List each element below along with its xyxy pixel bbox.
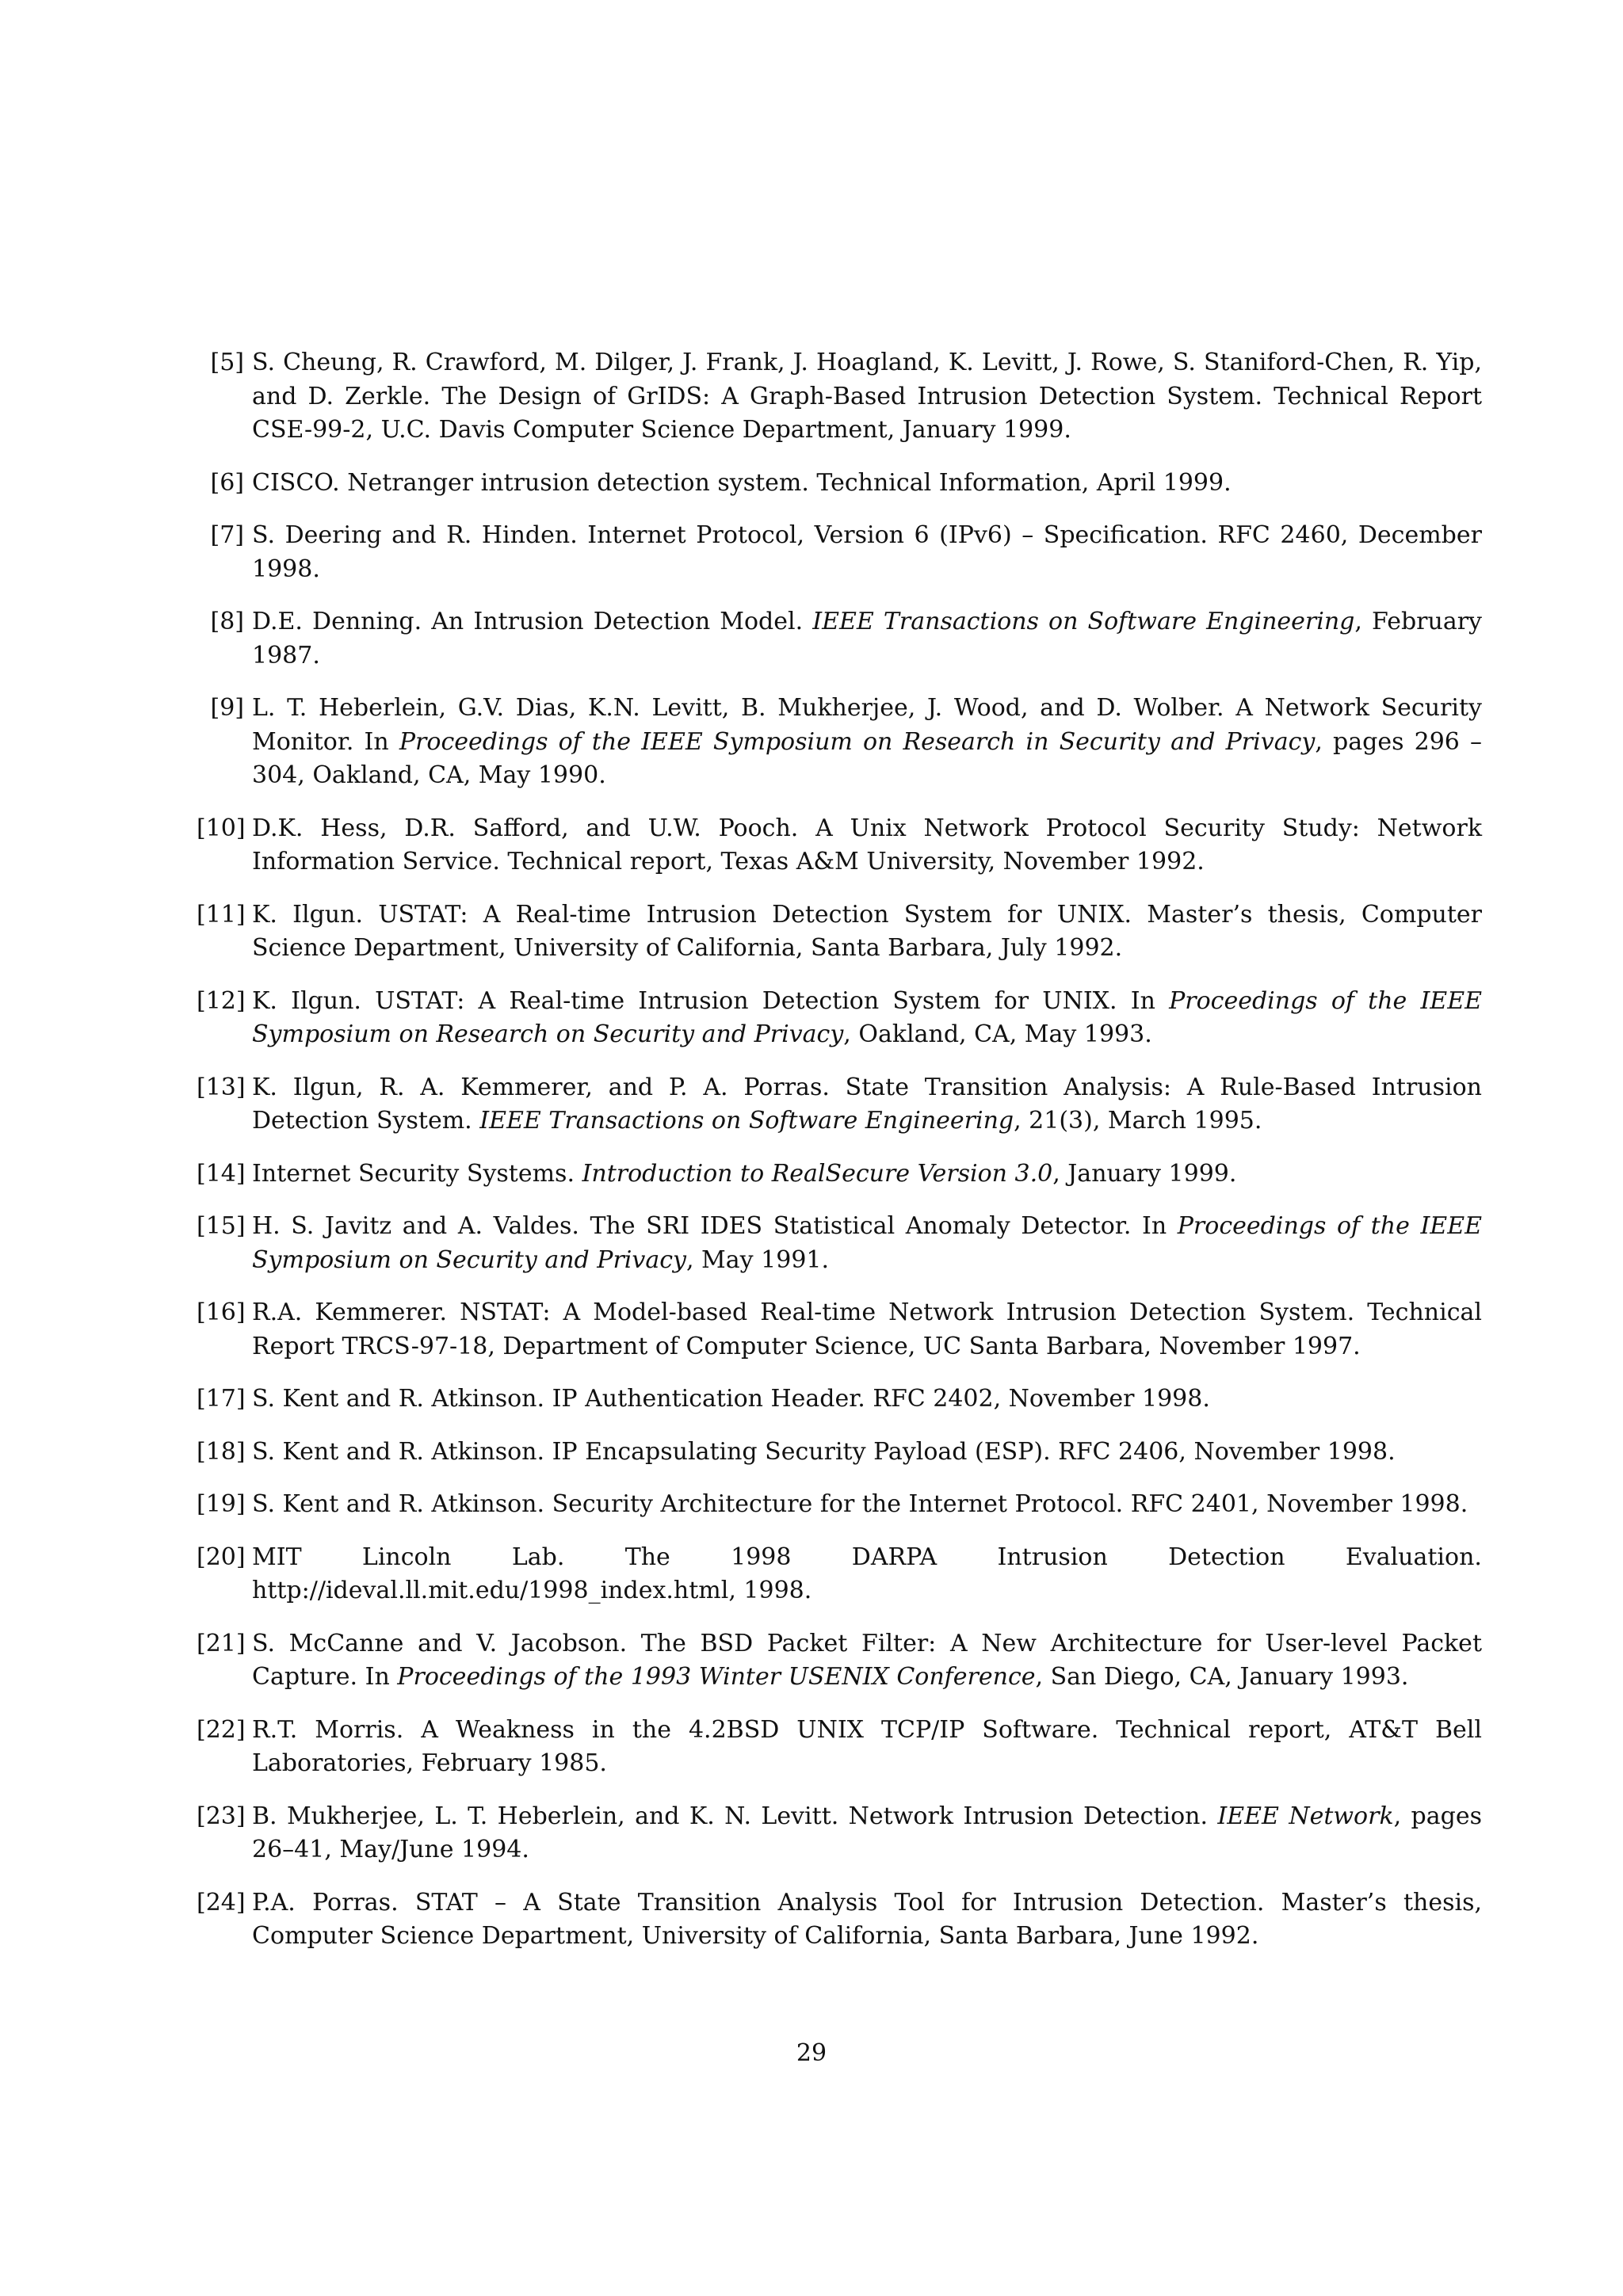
reference-text-pre: K. Ilgun, R. A. Kemmerer, and P. A. Porras. State Transition Analysis: A Rule-Based Intrusion Detection System. (252, 1073, 1482, 1135)
reference-word: 1998 (731, 1543, 792, 1571)
reference-item (197, 898, 1482, 966)
reference-text: S. Kent and R. Atkinson. IP Authentication Header. RFC 2402, November 1998. (252, 1385, 1210, 1413)
reference-number: [24] (197, 1888, 246, 1917)
reference-word: Lab. (511, 1543, 565, 1571)
reference-venue: IEEE Transactions on Software Engineering (479, 1107, 1014, 1135)
reference-number: [12] (197, 986, 246, 1015)
reference-number: [14] (197, 1159, 246, 1188)
reference-text (252, 692, 1482, 793)
reference-item (197, 1436, 1482, 1470)
reference-url-line: http://ideval.ll.mit.edu/1998_index.html, 1998. (252, 1577, 812, 1604)
reference-item (197, 1886, 1482, 1954)
reference-text: K. Ilgun. USTAT: A Real-time Intrusion Detection System for UNIX. Master’s thesis, Computer Science Department, University of California, Santa Barbara, July 1992. (252, 900, 1482, 962)
reference-number: [20] (197, 1543, 246, 1571)
reference-text-post: , San Diego, CA, January 1993. (1035, 1663, 1409, 1691)
reference-item (197, 605, 1482, 673)
reference-text: R.A. Kemmerer. NSTAT: A Model-based Real-time Network Intrusion Detection System. Technical Report TRCS-97-18, Department of Computer Science, UC Santa Barbara, November 1997. (252, 1299, 1482, 1360)
page-number: 29 (796, 2039, 827, 2067)
reference-number: [23] (197, 1802, 246, 1830)
reference-text: R.T. Morris. A Weakness in the 4.2BSD UNIX TCP/IP Software. Technical report, AT&T Bell Laboratories, February 1985. (252, 1715, 1482, 1777)
reference-text-post: , Oakland, CA, May 1993. (843, 1020, 1152, 1048)
reference-text: S. Kent and R. Atkinson. Security Architecture for the Internet Protocol. RFC 2401, November 1998. (252, 1490, 1468, 1518)
reference-number: [6] (210, 468, 244, 497)
reference-item (197, 1383, 1482, 1417)
reference-list (197, 346, 1482, 1973)
reference-item (197, 1541, 1482, 1608)
reference-text (252, 1210, 1482, 1277)
reference-word: MIT (252, 1543, 302, 1571)
reference-number: [16] (197, 1299, 246, 1326)
reference-text (252, 1158, 1482, 1192)
reference-item (197, 346, 1482, 448)
reference-item (197, 1714, 1482, 1781)
reference-word: Lincoln (361, 1543, 452, 1571)
reference-item (197, 519, 1482, 586)
reference-venue: Proceedings of the IEEE Symposium on Research on Security and Privacy (252, 986, 1482, 1048)
reference-text-pre: L. T. Heberlein, G.V. Dias, K.N. Levitt, B. Mukherjee, J. Wood, and D. Wolber. A Network Security Monitor. In (252, 694, 1482, 756)
reference-text-pre: H. S. Javitz and A. Valdes. The SRI IDES Statistical Anomaly Detector. In (252, 1212, 1178, 1240)
reference-number: [13] (197, 1073, 246, 1101)
reference-venue: Proceedings of the IEEE Symposium on Security and Privacy (252, 1212, 1482, 1274)
reference-item (197, 985, 1482, 1052)
reference-venue: Introduction to RealSecure Version 3.0 (582, 1159, 1053, 1188)
reference-text-pre: Internet Security Systems. (252, 1159, 582, 1188)
reference-text: S. Deering and R. Hinden. Internet Protocol, Version 6 (IPv6) – Specification. RFC 2460, December 1998. (252, 521, 1482, 583)
reference-number: [21] (197, 1629, 246, 1657)
reference-item (197, 1210, 1482, 1277)
reference-text: P.A. Porras. STAT – A State Transition Analysis Tool for Intrusion Detection. Master’s thesis, Computer Science Department, University of California, Santa Barbara, June 1992. (252, 1888, 1482, 1950)
reference-text: CISCO. Netranger intrusion detection system. Technical Information, April 1999. (252, 468, 1232, 497)
reference-text-pre: K. Ilgun. USTAT: A Real-time Intrusion Detection System for UNIX. In (252, 986, 1170, 1015)
reference-number: [8] (210, 608, 244, 635)
reference-number: [11] (197, 900, 246, 929)
reference-item (197, 1627, 1482, 1695)
reference-item (197, 1296, 1482, 1363)
reference-text (252, 1541, 1482, 1608)
reference-item (197, 812, 1482, 879)
reference-item (197, 1800, 1482, 1867)
reference-text-post: , 21(3), March 1995. (1014, 1107, 1262, 1135)
reference-number: [22] (197, 1715, 246, 1744)
reference-text-post: , May 1991. (685, 1245, 830, 1274)
reference-item (197, 1488, 1482, 1522)
reference-word: Detection (1168, 1543, 1285, 1571)
reference-venue: IEEE Transactions on Software Engineering (812, 608, 1355, 635)
reference-text (252, 605, 1482, 673)
reference-word: DARPA (851, 1543, 938, 1571)
reference-text: D.K. Hess, D.R. Safford, and U.W. Pooch. A Unix Network Protocol Security Study: Network Information Service. Technical report, Texas A&M University, November 1992. (252, 814, 1482, 875)
reference-word: Intrusion (997, 1543, 1108, 1571)
reference-text (252, 1071, 1482, 1138)
reference-word: Evaluation. (1345, 1543, 1482, 1571)
reference-text-pre: S. McCanne and V. Jacobson. The BSD Packet Filter: A New Architecture for User-level Packet Capture. In (252, 1629, 1482, 1691)
reference-number: [10] (197, 814, 246, 842)
reference-text-post: , pages 296 – 304, Oakland, CA, May 1990. (252, 727, 1483, 789)
reference-text-post: , February 1987. (252, 608, 1482, 669)
reference-spread-line (252, 1541, 1482, 1575)
reference-item (197, 1158, 1482, 1192)
reference-number: [19] (197, 1490, 246, 1518)
reference-text-pre: B. Mukherjee, L. T. Heberlein, and K. N. Levitt. Network Intrusion Detection. (252, 1802, 1218, 1830)
reference-text (252, 985, 1482, 1052)
reference-text (252, 1627, 1482, 1695)
reference-text-pre: D.E. Denning. An Intrusion Detection Model. (252, 608, 813, 635)
reference-number: [17] (197, 1385, 246, 1413)
reference-item (197, 467, 1482, 501)
reference-venue: Proceedings of the IEEE Symposium on Research in Security and Privacy (399, 727, 1316, 756)
reference-word: The (624, 1543, 670, 1571)
reference-text-post: , pages 26–41, May/June 1994. (252, 1802, 1482, 1863)
reference-number: [5] (210, 349, 244, 376)
reference-number: [18] (197, 1437, 246, 1466)
reference-text: S. Cheung, R. Crawford, M. Dilger, J. Frank, J. Hoagland, K. Levitt, J. Rowe, S. Staniford-Chen, R. Yip, and D. Zerkle. The Design of GrIDS: A Graph-Based Intrusion Detection System. Technical Report CSE-99-2, U.C. Davis Computer Science Department, January 1999. (252, 349, 1482, 444)
reference-number: [15] (197, 1212, 246, 1240)
reference-text-post: , January 1999. (1052, 1159, 1237, 1188)
reference-venue: Proceedings of the 1993 Winter USENIX Conference (397, 1663, 1036, 1691)
reference-venue: IEEE Network (1217, 1802, 1394, 1830)
reference-text (252, 1800, 1482, 1867)
reference-number: [7] (210, 521, 244, 549)
reference-item (197, 692, 1482, 793)
reference-text: S. Kent and R. Atkinson. IP Encapsulating Security Payload (ESP). RFC 2406, November 1998. (252, 1437, 1396, 1466)
reference-item (197, 1071, 1482, 1138)
reference-number: [9] (210, 694, 244, 722)
